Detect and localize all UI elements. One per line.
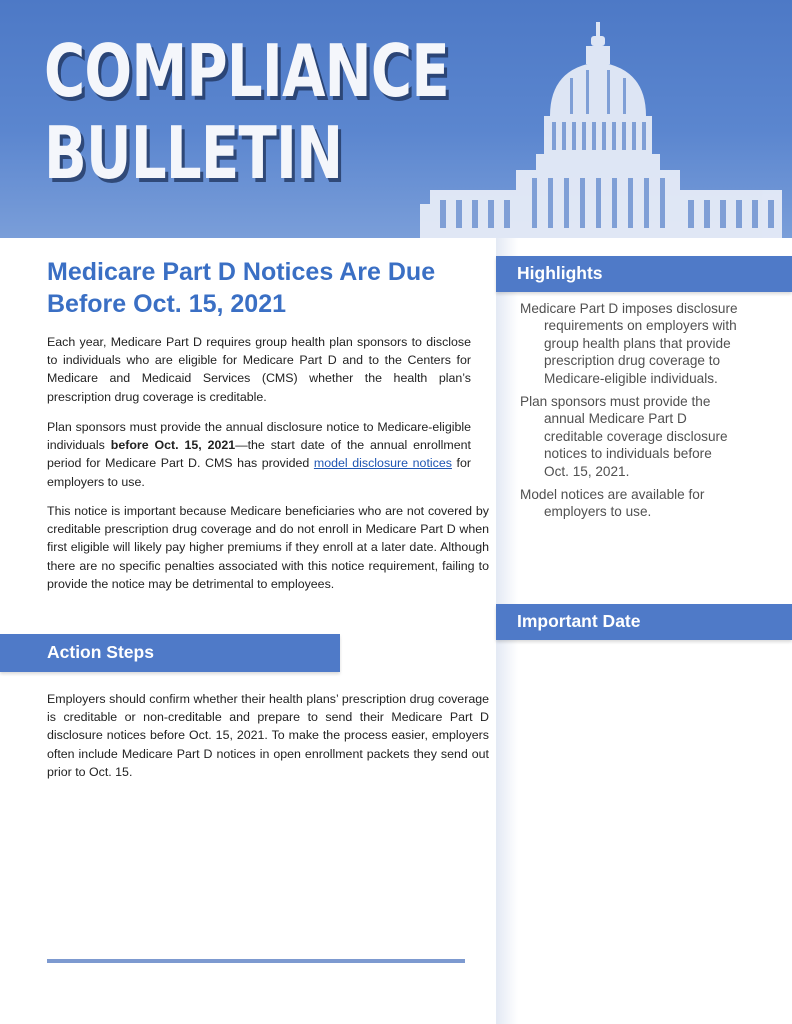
header-banner (0, 0, 792, 238)
action-steps-header (0, 634, 340, 672)
highlight-item: Model notices are available for employers to use. (520, 487, 705, 520)
deadline-text-end: for employers to use. (47, 456, 471, 489)
highlight-item: Medicare Part D imposes disclosure requirements on employers with group health plans that provide prescription drug coverage to Medicare-eligible individuals. (520, 301, 738, 386)
action-steps-heading: Action Steps (47, 642, 154, 662)
deadline-paragraph (47, 418, 471, 491)
highlights-header (496, 256, 792, 292)
importance-paragraph: This notice is important because Medicare beneficiaries who are not covered by creditable prescription drug coverage and do not enroll in Medicare Part D when first eligible will likely pay higher premiums if they enroll at a later date. Although there are no specific penalties associated with this notice requirement, failing to provide the notice may be detrimental to employees. (47, 504, 489, 591)
model-disclosure-notices-link[interactable]: model disclosure notices (313, 456, 452, 471)
capitol-building-icon (420, 18, 792, 238)
highlights-list (520, 300, 740, 527)
highlights-heading: Highlights (517, 263, 603, 283)
intro-paragraph: Each year, Medicare Part D requires group health plan sponsors to disclose to individuals who are eligible for Medicare Part D and to the Centers for Medicare and Medicaid Services (CMS) whether the health plan’s prescription drug coverage is creditable. (47, 335, 471, 404)
article-title: Medicare Part D Notices Are Due Before Oct. 15, 2021 (47, 258, 436, 318)
highlight-item: Plan sponsors must provide the annual Medicare Part D creditable coverage disclosure notices to individuals before Oct. 15, 2021. (520, 394, 728, 479)
deadline-text-start: Plan sponsors must provide the annual disclosure notice to Medicare-eligible individuals (47, 420, 471, 453)
action-steps-paragraph: Employers should confirm whether their health plans’ prescription drug coverage is creditable or non-creditable and prepare to send their Medicare Part D disclosure notices before Oct. 15, 2021. To make the process easier, employers often include Medicare Part D notices in open enrollment packets they send out prior to Oct. 15. (47, 692, 489, 779)
deadline-date-bold: before Oct. 15, 2021 (110, 438, 236, 453)
important-date-header (496, 604, 792, 640)
bulletin-title-line-2: BULLETIN (44, 111, 343, 195)
important-date-heading: Important Date (517, 611, 641, 631)
highlights-sidebar (496, 238, 792, 1024)
bulletin-title-line-1: COMPLIANCE (44, 29, 449, 113)
footer-divider (47, 959, 465, 963)
deadline-text-middle: —the start date of the annual enrollment period for Medicare Part D. CMS has provided (47, 438, 471, 471)
bulletin-title (44, 30, 449, 194)
